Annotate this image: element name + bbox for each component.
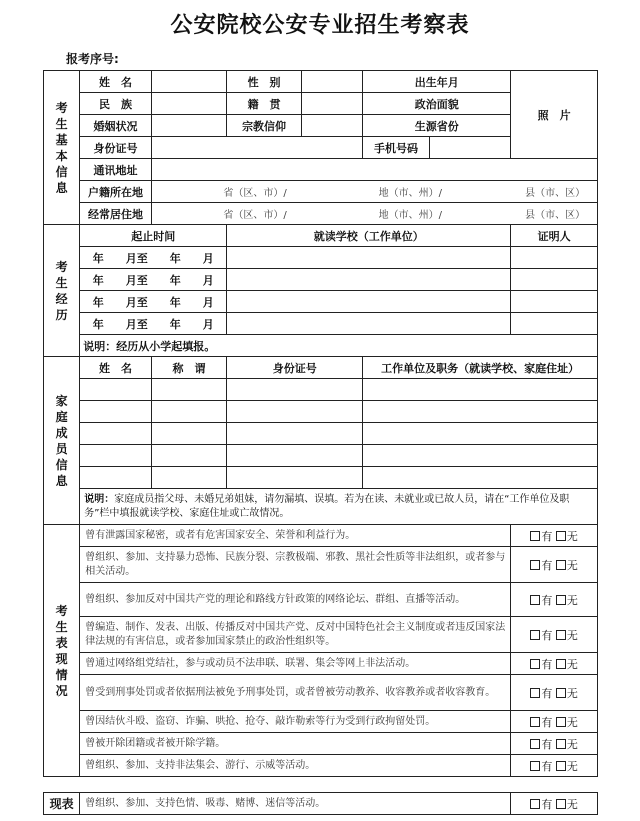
history-date-row[interactable]: 年 月至 年 月: [80, 291, 227, 313]
conduct-choice-4[interactable]: 有 无: [511, 617, 598, 653]
family-cell[interactable]: [80, 423, 152, 445]
residence-city: 地（市、州）/: [378, 210, 442, 221]
religion-field[interactable]: [301, 115, 362, 137]
basic-section-header: 考生基本信息: [44, 71, 80, 225]
conduct-choice-5[interactable]: 有 无: [511, 653, 598, 675]
conduct-choice-3[interactable]: 有 无: [511, 583, 598, 617]
address-field[interactable]: [151, 159, 597, 181]
birth-label: 出生年月: [363, 71, 511, 93]
family-cell[interactable]: [363, 445, 598, 467]
family-note-text: 家庭成员指父母、未婚兄弟姐妹，请勿漏填、误填。若为在读、未就业或已故人员，请在“工作单位及职务”栏中填报就读学校、家庭住址或亡故情况。: [84, 493, 570, 519]
ethnic-field[interactable]: [151, 93, 227, 115]
no-checkbox[interactable]: [556, 739, 566, 749]
no-checkbox[interactable]: [556, 799, 566, 809]
yes-checkbox[interactable]: [530, 659, 540, 669]
family-cell[interactable]: [151, 445, 227, 467]
no-checkbox[interactable]: [556, 761, 566, 771]
history-school-field[interactable]: [227, 313, 511, 335]
yes-checkbox[interactable]: [530, 595, 540, 605]
family-cell[interactable]: [363, 467, 598, 489]
history-date-row[interactable]: 年 月至 年 月: [80, 313, 227, 335]
history-witness-field[interactable]: [511, 313, 598, 335]
history-witness-field[interactable]: [511, 291, 598, 313]
bottom-section-header: 现表: [44, 793, 80, 815]
ethnic-label: 民 族: [80, 93, 152, 115]
residence-province: 省（区、市）/: [223, 210, 287, 221]
history-school-field[interactable]: [227, 291, 511, 313]
family-work-header: 工作单位及职务（就读学校、家庭住址）: [363, 357, 598, 379]
family-cell[interactable]: [80, 379, 152, 401]
family-cell[interactable]: [227, 379, 363, 401]
conduct-item-2: 曾组织、参加、支持暴力恐怖、民族分裂、宗教极端、邪教、黑社会性质等非法组织，或者参与相关活动。: [80, 547, 511, 583]
yes-checkbox[interactable]: [530, 717, 540, 727]
family-cell[interactable]: [80, 445, 152, 467]
family-relation-header: 称 谓: [151, 357, 227, 379]
conduct-item-8: 曾被开除团籍或者被开除学籍。: [80, 733, 511, 755]
native-place-label: 籍 贯: [227, 93, 302, 115]
conduct-item-1: 曾有泄露国家秘密，或者有危害国家安全、荣誉和利益行为。: [80, 525, 511, 547]
name-field[interactable]: [151, 71, 227, 93]
conduct-choice-2[interactable]: 有 无: [511, 547, 598, 583]
history-witness-field[interactable]: [511, 247, 598, 269]
yes-checkbox[interactable]: [530, 531, 540, 541]
conduct-item-7: 曾因结伙斗殴、盗窃、诈骗、哄抢、抢夺、敲诈勒索等行为受到行政拘留处罚。: [80, 711, 511, 733]
yes-checkbox[interactable]: [530, 799, 540, 809]
no-checkbox[interactable]: [556, 630, 566, 640]
name-label: 姓 名: [80, 71, 152, 93]
bottom-item: 曾组织、参加、支持色情、吸毒、赌博、迷信等活动。: [80, 793, 511, 815]
family-cell[interactable]: [227, 401, 363, 423]
phone-label: 手机号码: [363, 137, 429, 159]
conduct-section-header: 考生表现情况: [44, 525, 80, 777]
witness-header: 证明人: [511, 225, 598, 247]
family-cell[interactable]: [151, 379, 227, 401]
conduct-choice-1[interactable]: 有 无: [511, 525, 598, 547]
family-cell[interactable]: [363, 401, 598, 423]
family-cell[interactable]: [80, 401, 152, 423]
marital-status-field[interactable]: [151, 115, 227, 137]
family-note-label: 说明：: [84, 493, 115, 505]
exam-form-table: [43, 70, 598, 777]
phone-field[interactable]: [429, 137, 511, 159]
no-checkbox[interactable]: [556, 531, 566, 541]
family-section-header: 家庭成员信息: [44, 357, 80, 525]
conduct-choice-9[interactable]: 有 无: [511, 755, 598, 777]
history-school-field[interactable]: [227, 269, 511, 291]
conduct-item-3: 曾组织、参加反对中国共产党的理论和路线方针政策的网络论坛、群组、直播等活动。: [80, 583, 511, 617]
no-checkbox[interactable]: [556, 560, 566, 570]
conduct-choice-8[interactable]: 有 无: [511, 733, 598, 755]
conduct-item-6: 曾受到刑事处罚或者依据刑法被免予刑事处罚，或者曾被劳动教养、收容教养或者收容教育。: [80, 675, 511, 711]
residence-county: 县（市、区）: [525, 210, 586, 221]
family-name-header: 姓 名: [80, 357, 152, 379]
family-cell[interactable]: [227, 467, 363, 489]
conduct-item-5: 曾通过网络组党结社，参与或动员不法串联、联署、集会等网上非法活动。: [80, 653, 511, 675]
period-header: 起止时间: [80, 225, 227, 247]
conduct-choice-6[interactable]: 有 无: [511, 675, 598, 711]
conduct-item-4: 曾编造、制作、发表、出版、传播反对中国共产党、反对中国特色社会主义制度或者违反国家法律法规的有害信息，或者参加国家禁止的政治性组织等。: [80, 617, 511, 653]
gender-label: 性 别: [227, 71, 302, 93]
yes-checkbox[interactable]: [530, 688, 540, 698]
id-number-field[interactable]: [151, 137, 363, 159]
family-cell[interactable]: [363, 423, 598, 445]
history-school-field[interactable]: [227, 247, 511, 269]
household-city: 地（市、州）/: [378, 188, 442, 199]
school-header: 就读学校（工作单位）: [227, 225, 511, 247]
origin-province-label: 生源省份: [363, 115, 511, 137]
history-section-header: 考生经历: [44, 225, 80, 357]
conduct-item-9: 曾组织、参加、支持非法集会、游行、示威等活动。: [80, 755, 511, 777]
no-checkbox[interactable]: [556, 659, 566, 669]
address-label: 通讯地址: [80, 159, 152, 181]
conduct-choice-7[interactable]: 有 无: [511, 711, 598, 733]
no-checkbox[interactable]: [556, 717, 566, 727]
family-cell[interactable]: [80, 467, 152, 489]
history-date-row[interactable]: 年 月至 年 月: [80, 247, 227, 269]
id-number-label: 身份证号: [80, 137, 152, 159]
family-cell[interactable]: [363, 379, 598, 401]
family-cell[interactable]: [227, 445, 363, 467]
family-cell[interactable]: [151, 423, 227, 445]
residence-field[interactable]: [151, 203, 597, 225]
history-note: 说明：经历从小学起填报。: [80, 335, 598, 357]
yes-checkbox[interactable]: [530, 739, 540, 749]
gender-field[interactable]: [301, 71, 362, 93]
family-id-header: 身份证号: [227, 357, 363, 379]
native-place-field[interactable]: [301, 93, 362, 115]
residence-label: 经常居住地: [80, 203, 152, 225]
family-cell[interactable]: [151, 467, 227, 489]
household-province: 省（区、市）/: [223, 188, 287, 199]
bottom-choice[interactable]: 有 无: [511, 793, 598, 815]
household-field[interactable]: [151, 181, 597, 203]
form-title: 公安院校公安专业招生考察表: [170, 12, 470, 38]
family-cell[interactable]: [151, 401, 227, 423]
yes-checkbox[interactable]: [530, 761, 540, 771]
history-witness-field[interactable]: [511, 269, 598, 291]
continued-table: [43, 792, 598, 815]
family-cell[interactable]: [227, 423, 363, 445]
no-checkbox[interactable]: [556, 595, 566, 605]
religion-label: 宗教信仰: [227, 115, 302, 137]
photo-box[interactable]: 照 片: [511, 71, 598, 159]
yes-checkbox[interactable]: [530, 560, 540, 570]
family-note: [80, 489, 598, 525]
household-label: 户籍所在地: [80, 181, 152, 203]
political-status-label: 政治面貌: [363, 93, 511, 115]
no-checkbox[interactable]: [556, 688, 566, 698]
household-county: 县（市、区）: [525, 188, 586, 199]
history-date-row[interactable]: 年 月至 年 月: [80, 269, 227, 291]
marital-status-label: 婚姻状况: [80, 115, 152, 137]
serial-number-label: 报考序号:: [66, 52, 119, 66]
yes-checkbox[interactable]: [530, 630, 540, 640]
